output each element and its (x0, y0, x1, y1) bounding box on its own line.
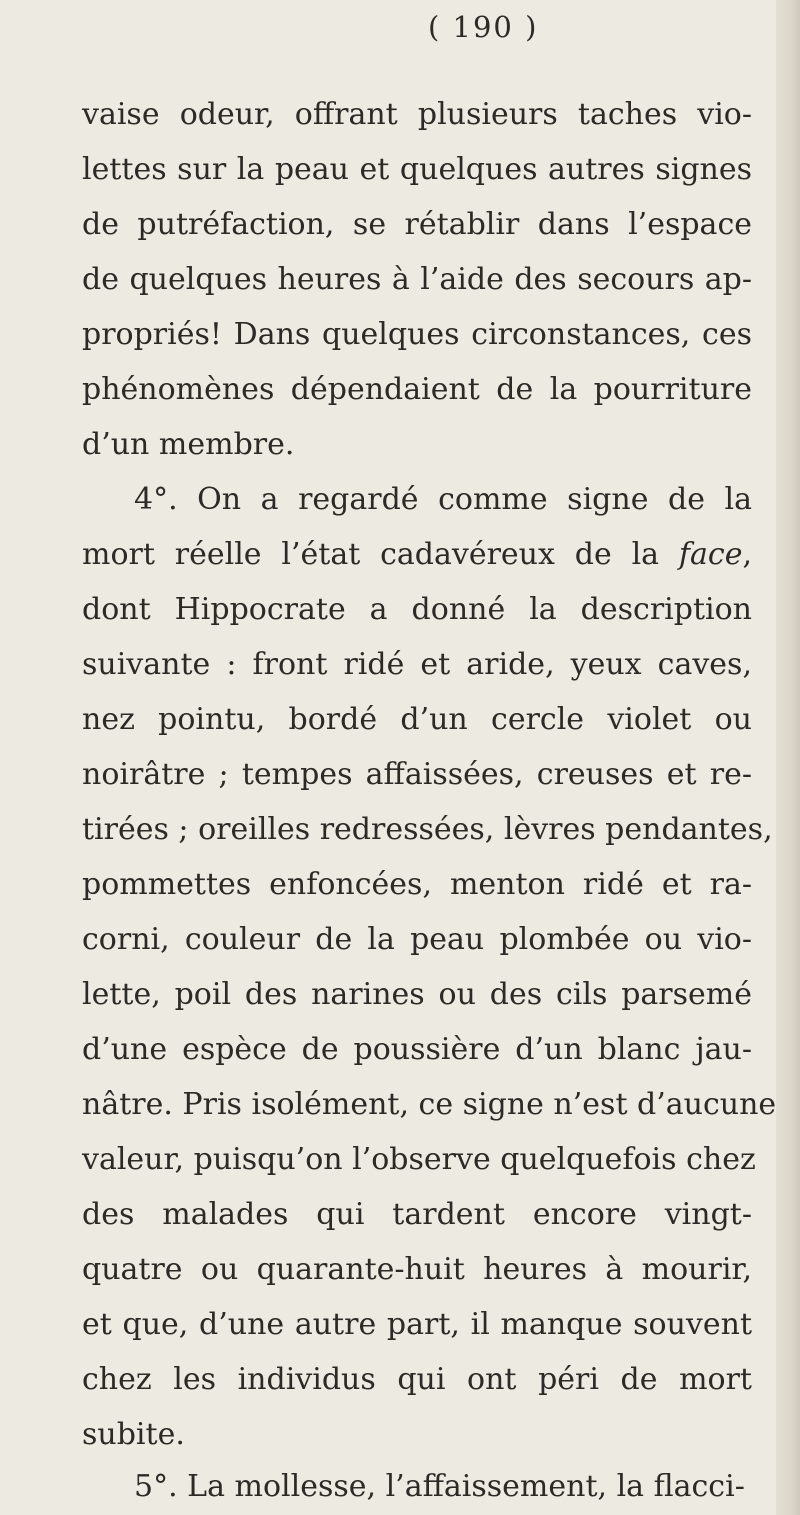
text-line: subite. (82, 1417, 185, 1452)
text-line: tirées ; oreilles redressées, lèvres pendantes, (82, 812, 773, 847)
text-line: lettes sur la peau et quelques autres signes (82, 152, 752, 187)
text-line: valeur, puisqu’on l’observe quelquefois chez (82, 1142, 756, 1177)
text-line: propriés! Dans quelques circonstances, ces (82, 317, 752, 352)
text-line: lette, poil des narines ou des cils parsemé (82, 977, 752, 1012)
text-line: vaise odeur, offrant plusieurs taches vio- (82, 97, 752, 132)
text-line: suivante : front ridé et aride, yeux caves, (82, 647, 752, 682)
text-line: corni, couleur de la peau plombée ou vio- (82, 922, 752, 957)
text-line: chez les individus qui ont péri de mort (82, 1362, 752, 1397)
text-fragment: , (742, 537, 752, 572)
page-edge-shadow (776, 0, 800, 1515)
text-line: nâtre. Pris isolément, ce signe n’est d’aucune (82, 1087, 777, 1122)
text-fragment: mort réelle l’état cadavéreux de la (82, 537, 660, 572)
text-line: 4°. On a regardé comme signe de la (134, 482, 752, 517)
text-line: quatre ou quarante-huit heures à mourir, (82, 1252, 752, 1287)
text-line: d’une espèce de poussière d’un blanc jau- (82, 1032, 752, 1067)
text-line: et que, d’une autre part, il manque souvent (82, 1307, 752, 1342)
text-line: d’un membre. (82, 427, 295, 462)
text-line: nez pointu, bordé d’un cercle violet ou (82, 702, 752, 737)
page-number: ( 190 ) (428, 10, 539, 44)
italic-word: face (678, 537, 743, 572)
text-line: dont Hippocrate a donné la description (82, 592, 752, 627)
text-line (82, 528, 752, 582)
text-line: pommettes enfoncées, menton ridé et ra- (82, 867, 752, 902)
text-line: 5°. La mollesse, l’affaissement, la flacci- (134, 1469, 745, 1504)
text-line: des malades qui tardent encore vingt- (82, 1197, 752, 1232)
text-line: noirâtre ; tempes affaissées, creuses et re- (82, 757, 752, 792)
text-line: phénomènes dépendaient de la pourriture (82, 372, 752, 407)
text-line: de putréfaction, se rétablir dans l’espace (82, 207, 752, 242)
text-line: de quelques heures à l’aide des secours ap- (82, 262, 752, 297)
